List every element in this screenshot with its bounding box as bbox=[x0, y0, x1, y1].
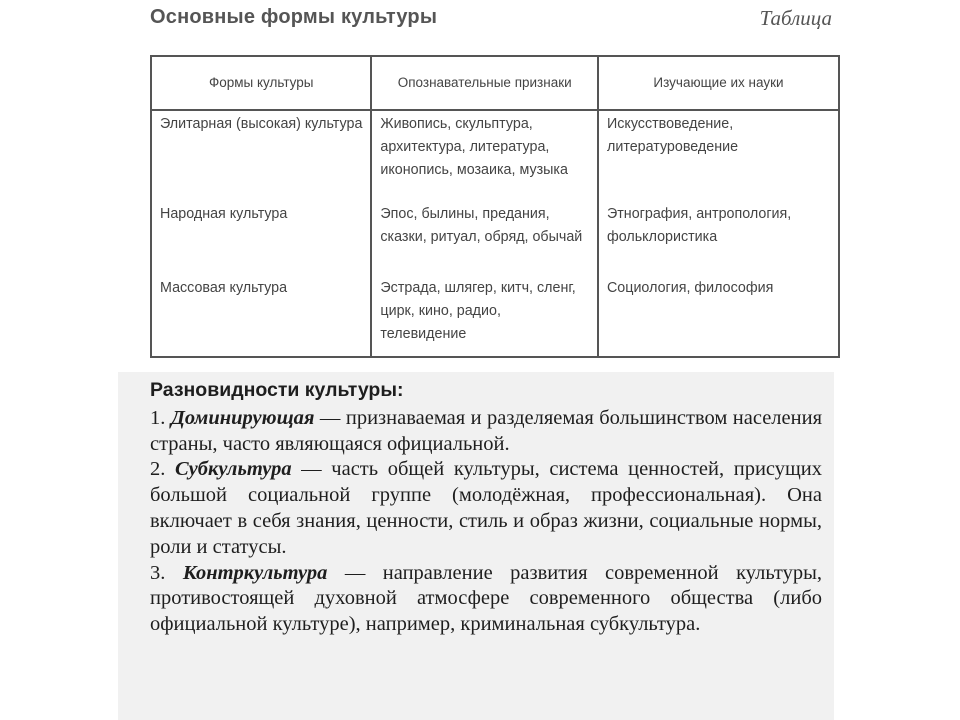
table-header-row bbox=[151, 56, 839, 110]
page-title: Основные формы культуры bbox=[150, 6, 438, 28]
variety-number: 1. bbox=[150, 406, 166, 429]
variety-item bbox=[150, 561, 822, 638]
variety-term: Субкультура bbox=[174, 458, 292, 481]
form-cell: Элитарная (высокая) культура bbox=[151, 110, 371, 201]
variety-term: Контркультура bbox=[182, 561, 328, 584]
features-cell: Живопись, скульптура, архитектура, литература, иконопись, мозаика, музыка bbox=[371, 110, 598, 201]
form-cell: Массовая культура bbox=[151, 275, 371, 357]
sciences-cell: Искусствоведение, литературоведение bbox=[598, 110, 839, 201]
sciences-cell: Социология, философия bbox=[598, 275, 839, 357]
column-header-sciences: Изучающие их науки bbox=[598, 56, 839, 110]
variety-number: 2. bbox=[150, 458, 166, 481]
form-cell: Народная культура bbox=[151, 201, 371, 275]
table-row bbox=[151, 201, 839, 275]
variety-definition: — часть общей культуры, система ценностей, присущих большой социальной группе (молодёжная, профессиональная). Она включает в себя знания, ценности, стиль и образ жизни, социальные нормы, роли и статусы. bbox=[150, 458, 823, 558]
features-cell: Эстрада, шлягер, китч, сленг, цирк, кино, радио, телевидение bbox=[371, 275, 598, 357]
variety-item bbox=[150, 457, 822, 560]
variety-number: 3. bbox=[150, 561, 166, 584]
varieties-heading: Разновидности культуры: bbox=[150, 379, 404, 401]
table-row bbox=[151, 275, 839, 357]
column-header-features: Опознавательные признаки bbox=[371, 56, 598, 110]
variety-item bbox=[150, 406, 822, 458]
variety-definition: — признаваемая и разделяемая большинством населения страны, часто являющаяся официальной. bbox=[150, 406, 823, 455]
varieties-section bbox=[150, 378, 822, 638]
features-cell: Эпос, былины, предания, сказки, ритуал, обряд, обычай bbox=[371, 201, 598, 275]
table-row bbox=[151, 110, 839, 201]
variety-definition: — направление развития современной культуры, противостоящей духовной атмосфере современного общества (либо официальной культуре), например, криминальная субкультура. bbox=[150, 561, 822, 636]
sciences-cell: Этнография, антропология, фольклористика bbox=[598, 201, 839, 275]
table-label: Таблица bbox=[759, 6, 832, 30]
column-header-forms: Формы культуры bbox=[151, 56, 371, 110]
variety-term: Доминирующая bbox=[170, 406, 315, 429]
culture-forms-table bbox=[150, 55, 840, 358]
